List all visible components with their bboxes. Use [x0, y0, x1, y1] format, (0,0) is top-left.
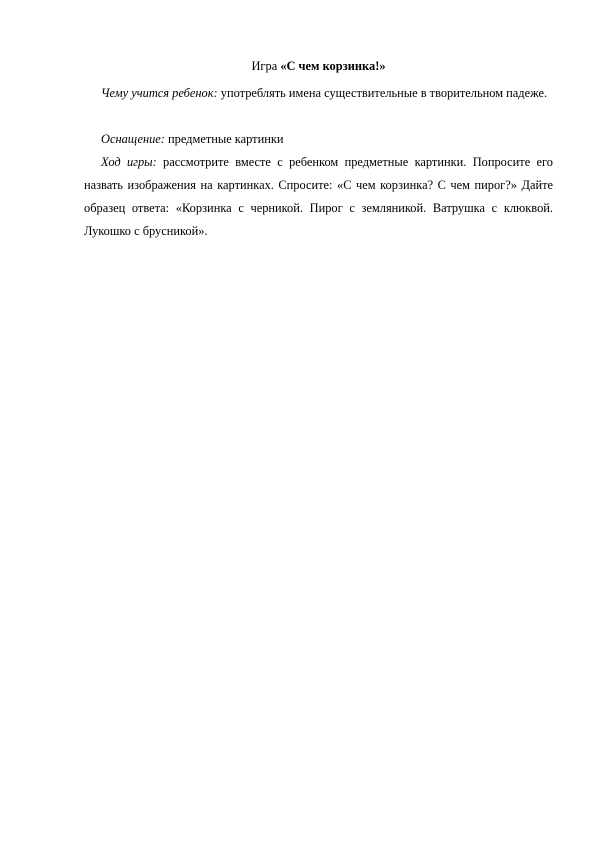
paragraph-text: употреблять имена существительные в творительном падеже.: [217, 86, 548, 100]
paragraph-game-procedure: [84, 151, 553, 243]
paragraph-label: Оснащение:: [101, 132, 165, 146]
paragraph-text: рассмотрите вместе с ребенком предметные картинки. Попросите его назвать изображения на картинках. Спросите: «С чем корзинка? С чем пирог?» Дайте образец ответа: «Корзинка с черникой. Пирог с земляникой. Ватрушка с клюквой. Лукошко с брусникой».: [84, 155, 554, 238]
document-title: [84, 55, 553, 78]
title-prefix: Игра: [251, 59, 278, 73]
paragraph-label: Чему учится ребенок:: [101, 86, 218, 100]
title-main: «С чем корзинка!»: [280, 59, 386, 73]
paragraph-text: предметные картинки: [164, 132, 284, 146]
paragraph-learning-goal: [84, 82, 553, 105]
paragraph-label: Ход игры:: [101, 155, 157, 169]
paragraph-equipment: [84, 128, 553, 151]
